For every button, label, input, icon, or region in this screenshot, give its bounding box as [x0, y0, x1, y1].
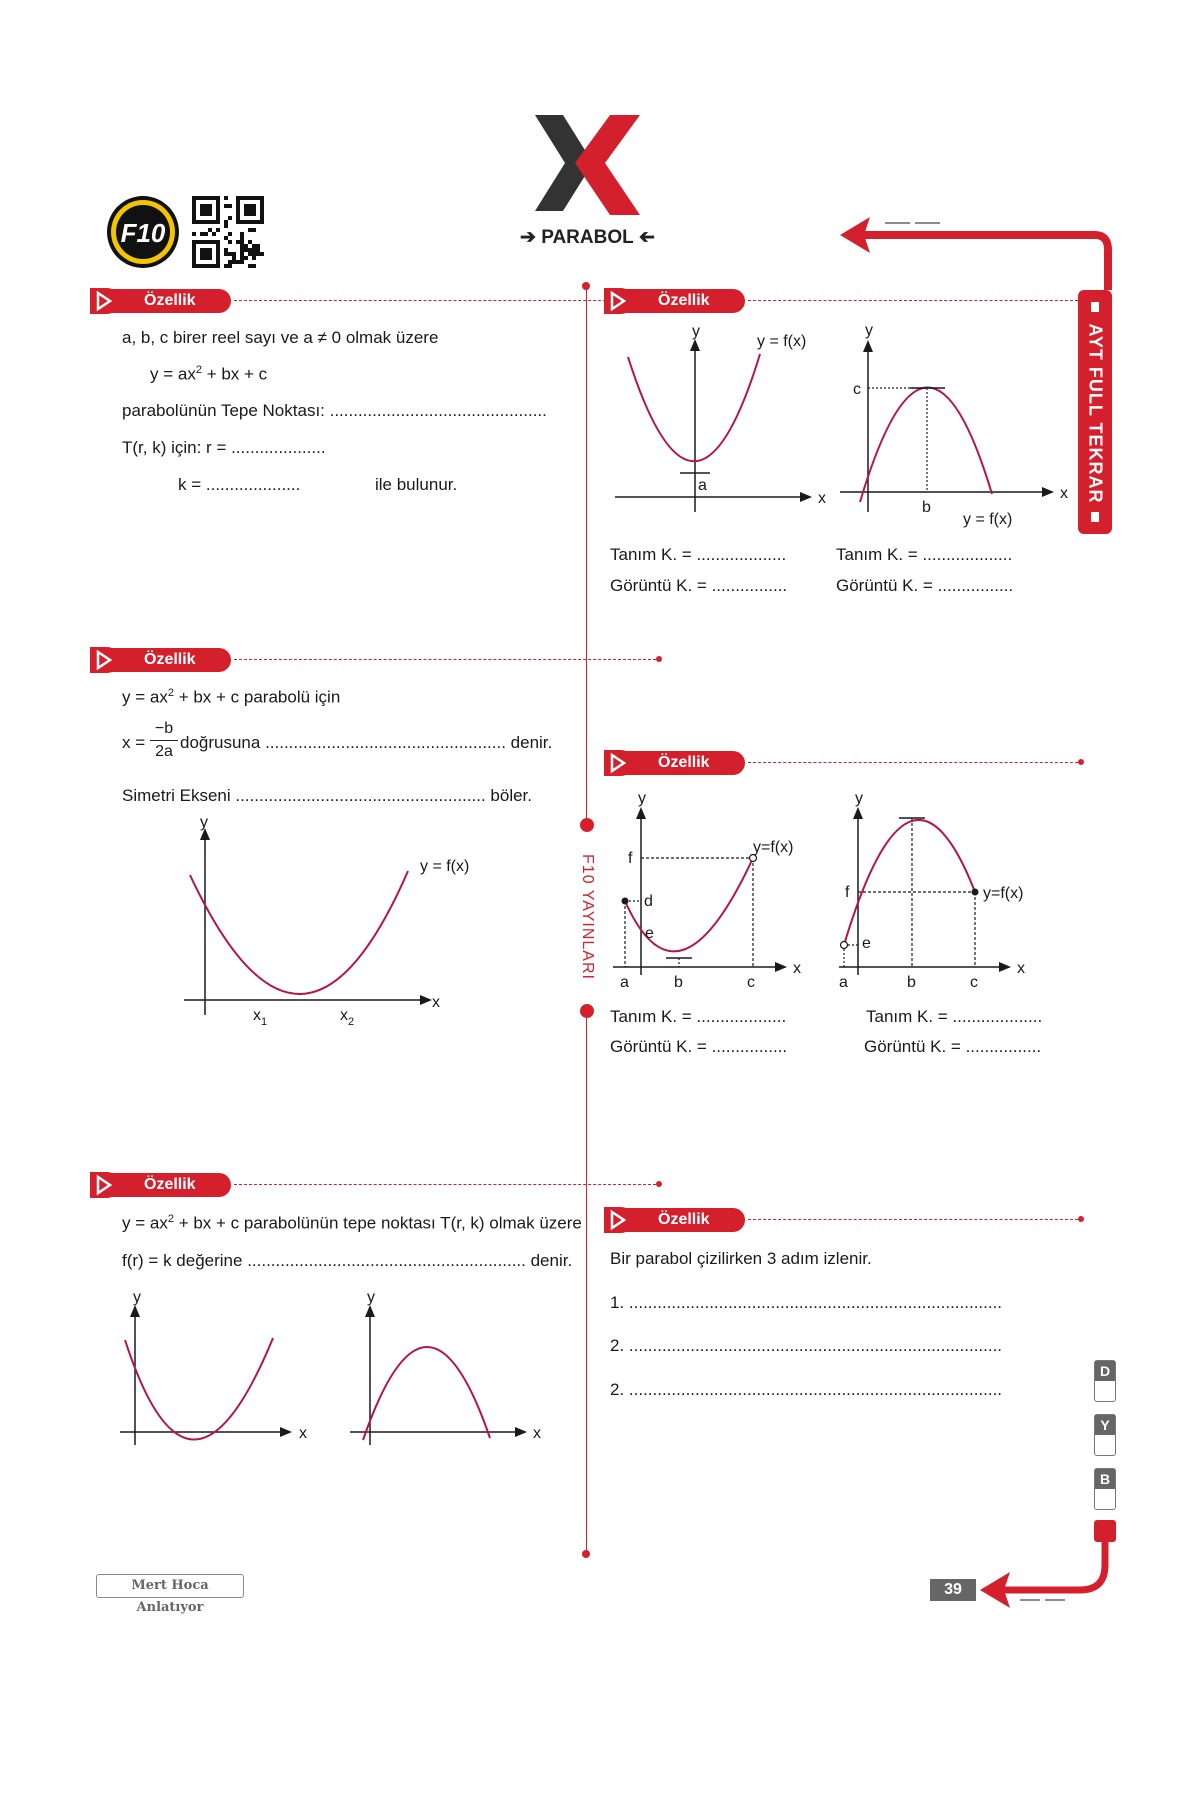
s1-k-line: k = ....................: [178, 475, 301, 494]
domain-line: Tanım K. = ...................: [610, 1007, 787, 1026]
domain-line: Tanım K. = ...................: [866, 1007, 1043, 1026]
y-axis-label: y: [855, 790, 863, 807]
root-x2-label: $x_2$: [340, 1007, 355, 1028]
bottom-arrow-decoration-icon: [970, 1520, 1120, 1620]
s2-parabola-graph: [170, 814, 470, 1035]
range-line: Görüntü K. = ................: [610, 576, 788, 595]
x-axis-label: x: [818, 490, 826, 507]
frac-denominator: 2a: [155, 743, 173, 760]
page-number: 39: [930, 1579, 976, 1601]
logo-text: F10: [120, 218, 166, 248]
section-tag: Özellik: [658, 1211, 710, 1228]
side-box-y[interactable]: [1094, 1414, 1116, 1456]
e-label: e: [645, 925, 654, 942]
range-line: Görüntü K. = ................: [610, 1037, 788, 1056]
s2-symmetry-line: Simetri Ekseni ..................................................... böler.: [122, 786, 533, 805]
range-line: Görüntü K. = ................: [836, 576, 1014, 595]
f-label: f: [845, 884, 850, 901]
s2-axis-line: doğrusuna ................................................... denir.: [180, 733, 553, 752]
side-box-b[interactable]: [1094, 1468, 1116, 1510]
divider-dot: [582, 1550, 590, 1558]
f-label: f: [628, 850, 633, 867]
s2-fraction: [150, 720, 178, 761]
f10-logo: [107, 196, 179, 268]
brand-x-logo-icon: [535, 115, 640, 215]
y-axis-label: y: [638, 790, 646, 807]
x-axis-label: x: [432, 994, 440, 1011]
arrow-right-icon: ➔: [520, 227, 536, 248]
domain-line: Tanım K. = ...................: [836, 545, 1013, 564]
s1-equation: $y = ax^2$ + bx + c: [150, 364, 268, 384]
s1-end-text: ile bulunur.: [375, 475, 458, 494]
side-box-d[interactable]: [1094, 1360, 1116, 1402]
s5-graph-2: [834, 790, 1064, 990]
s1-r-line: T(r, k) için: r = ....................: [122, 438, 326, 457]
play-icon: [90, 1172, 120, 1198]
function-label: y = f(x): [963, 511, 1013, 528]
b-label: b: [922, 499, 931, 516]
play-icon: [90, 288, 120, 314]
s3-value-line: f(r) = k değerine ........................................................... denir.: [122, 1251, 573, 1270]
c-label: c: [970, 974, 978, 991]
s1-intro: a, b, c birer reel sayı ve a ≠ 0 olmak üzere: [122, 328, 439, 347]
s3-intro: $y = ax^2$ + bx + c parabolünün tepe noktası T(r, k) olmak üzere: [122, 1213, 582, 1233]
y-axis-label: y: [367, 1289, 375, 1306]
frac-numerator: −b: [154, 720, 174, 737]
s4-downward-graph: [835, 322, 1080, 532]
a-label: a: [620, 974, 629, 991]
arrow-left-icon: ➔: [638, 227, 655, 248]
e-label: e: [862, 935, 871, 952]
x-axis-label: x: [1060, 485, 1068, 502]
range-line: Görüntü K. = ................: [864, 1037, 1042, 1056]
right-arrow-decoration-icon: [840, 205, 1100, 295]
topic-title: [520, 228, 655, 247]
function-label: y = f(x): [420, 858, 470, 875]
topic-label: PARABOL: [541, 227, 634, 248]
c-label: c: [747, 974, 755, 991]
side-tab[interactable]: [1078, 290, 1112, 534]
play-icon: [604, 1207, 634, 1233]
x-axis-label: x: [1017, 960, 1025, 977]
c-label: c: [853, 381, 861, 398]
x-axis-label: x: [793, 960, 801, 977]
function-label: y = f(x): [757, 333, 807, 350]
s2-intro: $y = ax^2$ + bx + c parabolü için: [122, 687, 341, 707]
y-axis-label: y: [200, 814, 208, 831]
qr-code-icon[interactable]: [192, 196, 264, 268]
b-label: b: [674, 974, 683, 991]
brand-vertical-label: F10 YAYINLARI: [579, 854, 596, 980]
section-tag: Özellik: [144, 651, 196, 668]
y-axis-label: y: [865, 322, 873, 339]
function-label: y=f(x): [753, 839, 794, 856]
section-tag: Özellik: [144, 1176, 196, 1193]
side-box-label: D: [1095, 1361, 1115, 1381]
s1-vertex-line: parabolünün Tepe Noktası: ..............................................: [122, 401, 547, 420]
side-box-label: B: [1095, 1469, 1115, 1489]
footer-badge: Mert Hoca Anlatıyor: [96, 1574, 244, 1598]
s6-step: 2. ...............................................................................: [610, 1336, 1003, 1355]
root-x1-label: $x_1$: [253, 1007, 268, 1028]
s3-downward-graph: [345, 1290, 545, 1450]
play-icon: [90, 647, 120, 673]
play-icon: [604, 750, 634, 776]
y-axis-label: y: [133, 1289, 141, 1306]
side-box-label: Y: [1095, 1415, 1115, 1435]
domain-line: Tanım K. = ...................: [610, 545, 787, 564]
s3-upward-graph: [115, 1290, 315, 1450]
y-axis-label: y: [692, 323, 700, 340]
function-label: y=f(x): [983, 885, 1024, 902]
b-label: b: [907, 974, 916, 991]
divider-dot: [582, 282, 590, 290]
s6-intro: Bir parabol çizilirken 3 adım izlenir.: [610, 1249, 872, 1268]
s5-graph-1: [608, 790, 813, 990]
side-tab-label: AYT FULL TEKRAR: [1085, 323, 1106, 504]
vertex-a-label: a: [698, 477, 707, 494]
s6-step: 2. ...............................................................................: [610, 1380, 1003, 1399]
x-axis-label: x: [533, 1425, 541, 1442]
section-tag: Özellik: [658, 754, 710, 771]
brand-vertical: [575, 818, 599, 1018]
a-label: a: [839, 974, 848, 991]
s2-frac-lhs: x =: [122, 733, 146, 752]
x-axis-label: x: [299, 1425, 307, 1442]
s6-step: 1. ...............................................................................: [610, 1293, 1003, 1312]
section-tag: Özellik: [144, 292, 196, 309]
s4-upward-graph: [610, 322, 835, 522]
play-icon: [604, 288, 634, 314]
d-label: d: [644, 893, 653, 910]
section-tag: Özellik: [658, 292, 710, 309]
